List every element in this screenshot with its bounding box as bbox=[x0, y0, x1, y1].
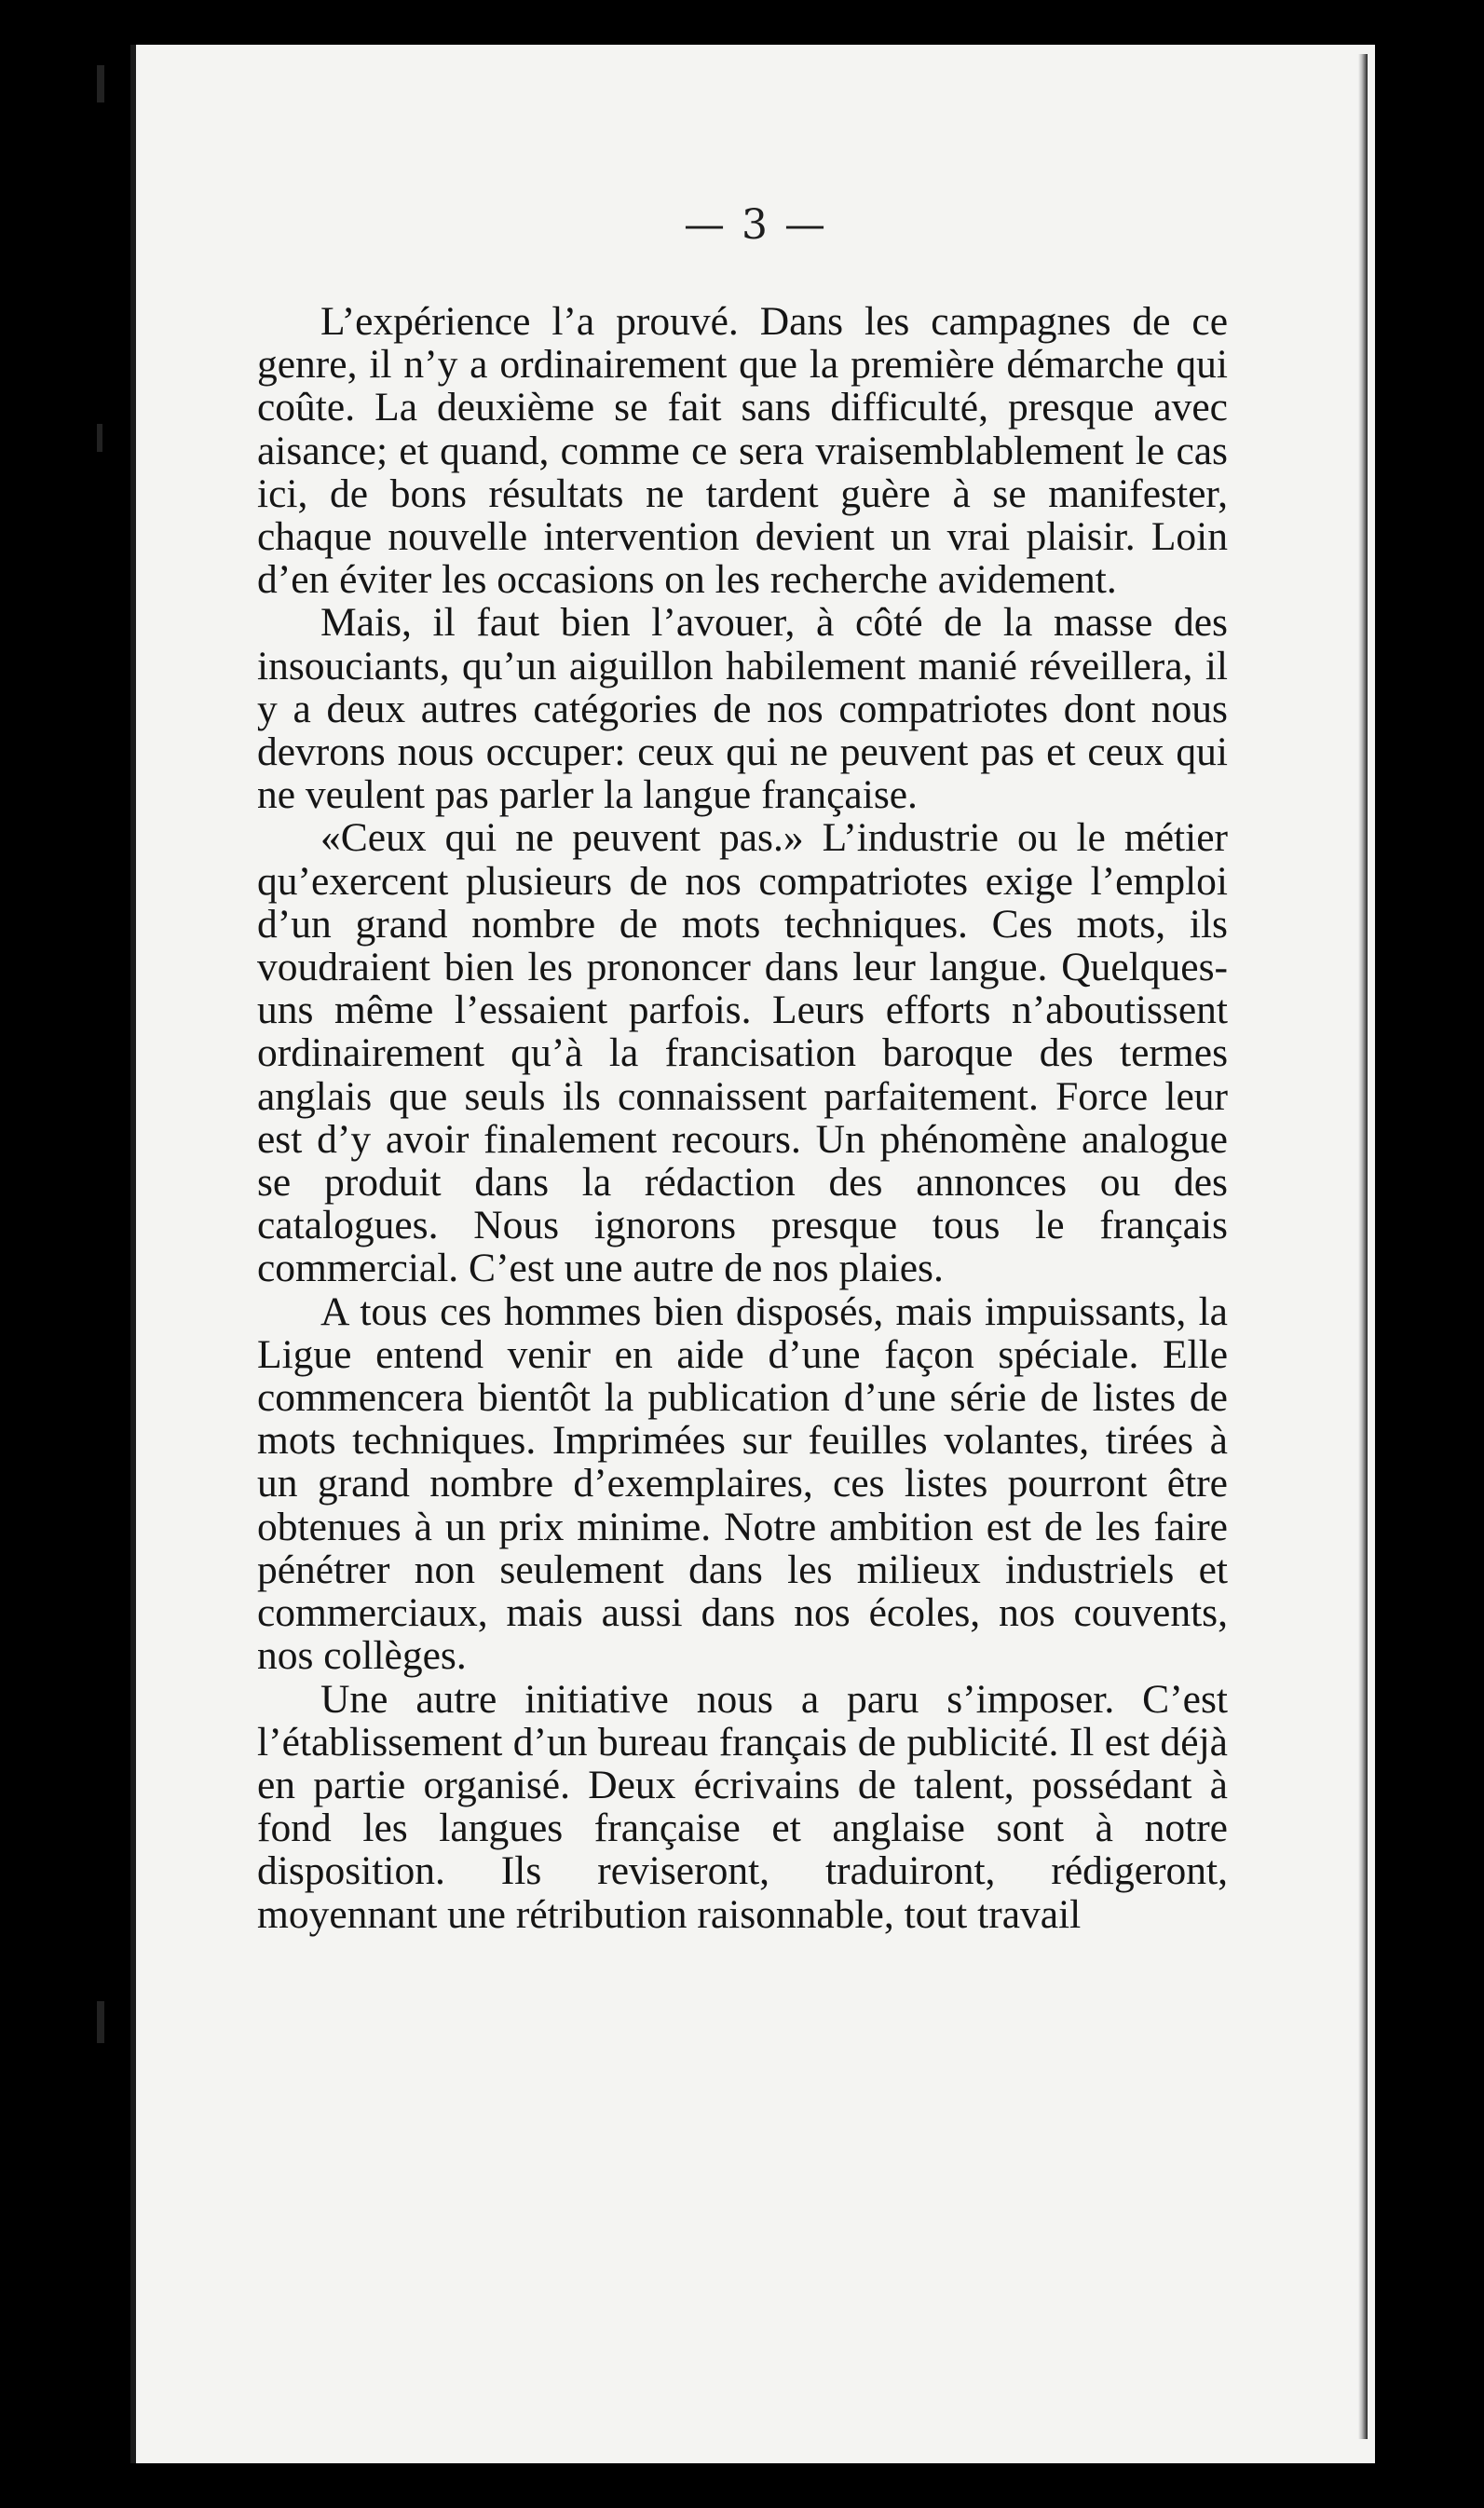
paragraph-4: A tous ces hommes bien disposés, mais impuissants, la Ligue entend venir en aide d’une façon spéciale. Elle commencera bientôt la publication d’une série de listes de mots techniques. Imprimées sur feuilles volantes, tirées à un grand nombre d’exemplaires, ces listes pourront être obtenues à un prix minime. Notre ambition est de les faire pénétrer non seulement dans les milieux industriels et commerciaux, mais aussi dans nos écoles, nos couvents, nos collèges. bbox=[257, 1288, 1228, 1679]
page-edge-shadow bbox=[1358, 54, 1368, 2439]
paragraph-3: «Ceux qui ne peuvent pas.» L’industrie ou le métier qu’exercent plusieurs de nos compatriotes exige l’emploi d’un grand nombre de mots techniques. Ces mots, ils voudraient bien les prononcer dans leur langue. Quelques-uns même l’essaient parfois. Leurs efforts n’aboutissent ordinairement qu’à la francisation baroque des termes anglais que seuls ils connaissent parfaitement. Force leur est d’y avoir finalement recours. Un phénomène analogue se produit dans la rédaction des annonces ou des catalogues. Nous ignorons presque tous le français commercial. C’est une autre de nos plaies. bbox=[257, 815, 1228, 1291]
scan-mark bbox=[97, 65, 104, 102]
body-text bbox=[257, 300, 1228, 1936]
page-number: — 3 — bbox=[684, 201, 827, 249]
scan-mark bbox=[97, 424, 102, 452]
paragraph-5: Une autre initiative nous a paru s’imposer. C’est l’établissement d’un bureau français de publicité. Il est déjà en partie organisé. Deux écrivains de talent, possédant à fond les langues française et anglaise sont à notre disposition. Ils reviseront, traduiront, rédigeront, moyennant une rétribution raisonnable, tout travail bbox=[257, 1676, 1228, 1937]
scan-mark bbox=[97, 2001, 104, 2043]
paragraph-1: L’expérience l’a prouvé. Dans les campagnes de ce genre, il n’y a ordinairement que la première démarche qui coûte. La deuxième se fait sans difficulté, presque avec aisance; et quand, comme ce sera vraisemblablement le cas ici, de bons résultats ne tardent guère à se manifester, chaque nouvelle intervention devient un vrai plaisir. Loin d’en éviter les occasions on les recherche avidement. bbox=[257, 299, 1228, 603]
document-page bbox=[130, 45, 1375, 2463]
paragraph-2: Mais, il faut bien l’avouer, à côté de la masse des insouciants, qu’un aiguillon habilement manié réveillera, il y a deux autres catégories de nos compatriotes dont nous devrons nous occuper: ceux qui ne peuvent pas et ceux qui ne veulent pas parler la langue française. bbox=[257, 600, 1228, 818]
